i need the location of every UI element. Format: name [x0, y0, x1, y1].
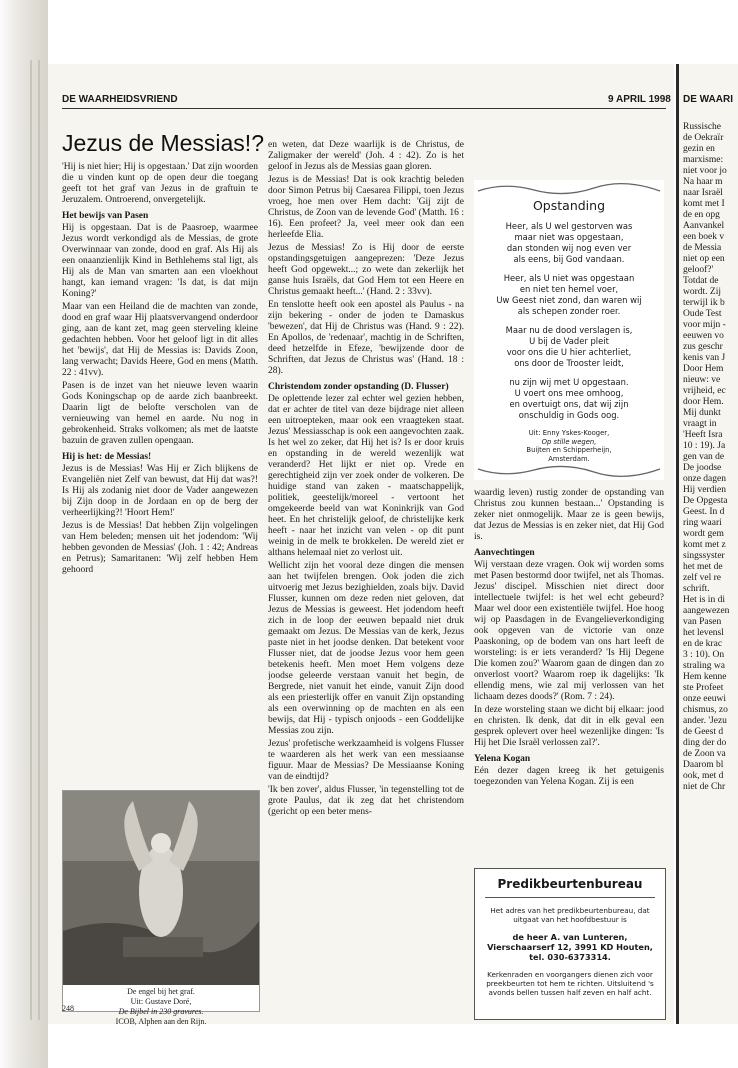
next-page-line: niet op een	[683, 254, 725, 264]
next-page-line: gen van de	[683, 452, 725, 462]
next-page-line: komt met I	[683, 199, 725, 209]
subheading: Het bewijs van Pasen	[62, 211, 149, 221]
engraving-figure	[62, 790, 260, 1026]
subheading: Christendom zonder opstanding (D. Flusser)	[268, 382, 449, 392]
next-page-line: Totdat de	[683, 276, 719, 286]
next-page-line: aangewezen	[683, 606, 730, 616]
poem-source	[474, 429, 664, 463]
next-page-line: wordt. Zij	[683, 287, 721, 297]
paragraph: Hij is opgestaan. Dat is de Paasroep, waarmee Jezus wordt verkondigd als de Messias, de grote Overwinnaar van zonde, dood en graf. Als Hij als een onaanzienlijk Kind in Bethlehems stal ligt, als Hij als de Man van smarten aan een vloekhout hangt, kan iemand vragen: 'Is dat, is dat mijn Koning?'	[62, 223, 258, 299]
next-page-line: ander. 'Jezu	[683, 716, 727, 726]
poem-box	[474, 180, 664, 480]
next-page-line: Na haar m	[683, 177, 723, 187]
next-page-line: onze dagen	[683, 474, 726, 484]
next-page-line: het met de	[683, 562, 723, 572]
vine-ornament-top	[474, 182, 664, 196]
next-page-line: een boek v	[683, 232, 725, 242]
poem-stanza	[478, 377, 660, 421]
publication-name: DE WAARHEIDSVRIEND	[62, 94, 178, 105]
caption-line: De Bijbel in 230 gravures.	[118, 1007, 204, 1016]
poem-line: als schepen zonder roer.	[517, 306, 621, 316]
poem-stanza	[478, 325, 660, 369]
box-title: Predikbeurtenbureau	[497, 877, 643, 891]
next-page-line: zelf vel re	[683, 573, 721, 583]
caption-line: Uit: Gustave Doré,	[130, 997, 192, 1006]
next-page-line: ste Profeet	[683, 683, 724, 693]
source-line: Uit: Enny Yskes-Kooger,	[528, 429, 610, 437]
next-page-line: Mij dunkt	[683, 408, 721, 418]
next-page-line: chismus, zo	[683, 705, 728, 715]
article-title: Jezus de Messias!?	[62, 130, 264, 156]
paragraph: en weten, dat Deze waarlijk is de Christus, de Zaligmaker der wereld' (Joh. 4 : 42). Zo is het geloof in Jezus als de Messias gaan gloren.	[268, 140, 464, 172]
next-page-column	[683, 122, 738, 793]
poem-line: maar niet was opgestaan,	[514, 232, 624, 242]
paragraph: Wellicht zijn het vooral deze dingen die mensen aan het twijfelen brengen. Ook joden die zich uitvoerig met Jezus bezighielden, zoals bijv. David Flusser, kunnen om deze reden niet geloven, dat Jezus de Messias is geweest. Het jodendom heeft zich in de loop der eeuwen bepaald niet druk gemaakt om Jezus. De Messias van de kerk, Jezus paste niet in het joodse denken. Dat betekent voor Flusser niet, dat de joodse Jezus voor hem geen betekenis heeft. Men moet Hem volgens deze joodse geleerde verstaan vanuit het begin, de Bergrede, niet vanuit het einde, vanuit Zijn dood als een priesterlijk offer en vanuit Zijn opstanding als een overwinning op de machten en als een bewijs, dat Hij - typisch onjoods - een Goddelijke Messias zou zijn.	[268, 561, 464, 736]
magazine-page	[48, 64, 674, 1024]
next-page-line: onze eeuwi	[683, 694, 726, 704]
next-page-line: voor mijn -	[683, 320, 726, 330]
header-rule	[62, 108, 666, 109]
figure-caption	[63, 987, 259, 1027]
paragraph: 'Ik ben zover', aldus Flusser, 'in tegenstelling tot de grote Paulus, dat ik zeg dat het christendom (gericht op een beter mens-	[268, 785, 464, 817]
next-page-line: Hij verdien	[683, 485, 727, 495]
next-page-line: zus geschr	[683, 342, 723, 352]
paragraph: En tenslotte heeft ook een apostel als Paulus - na zijn bekering - onder de joden te Damaskus 'bewezen', dat Hij de Christus was (Hand. 9 : 22). En Apollos, de 'redenaar', machtig in de Schriften, deed hetzelfde in Efeze, 'bewijzende door de Schriften, dat Jezus de Christus was' (Hand. 18 : 28).	[268, 300, 464, 376]
next-page-line: door Hem.	[683, 397, 724, 407]
next-page-line: komt met z	[683, 540, 726, 550]
next-page-line: straling wa	[683, 661, 725, 671]
next-page-line: ring waari	[683, 518, 722, 528]
address-line: Vierschaarserf 12, 3991 KD Houten,	[487, 942, 653, 952]
next-page-line: Door Hem	[683, 364, 724, 374]
column-2	[268, 140, 464, 1012]
next-page-line: het levensl	[683, 628, 724, 638]
poem-line: U bij de Vader pleit	[529, 336, 609, 346]
next-page-line: de Geest d	[683, 727, 724, 737]
issue-date: 9 APRIL 1998	[608, 94, 671, 105]
next-page-line: 'Heeft Isra	[683, 430, 723, 440]
paragraph: Jezus de Messias! Zo is Hij door de eerste opstandingsgetuigen aangeprezen: 'Deze Jezus heeft God opgewekt...; zo wete dan zekerlijk het ganse huis Israëls, dat God Hem tot een Heere en Christus gemaakt heeft...' (Hand. 2 : 33vv).	[268, 243, 464, 297]
caption-line: ICOB, Alphen aan den Rijn.	[115, 1017, 207, 1026]
next-page-line: Hem kenne	[683, 672, 727, 682]
next-page-line: De joodse	[683, 463, 722, 473]
poem-line: dan stonden wij nog even ver	[506, 243, 632, 253]
source-line: Op stille wegen,	[541, 437, 597, 446]
paragraph: Maar van een Heiland die de machten van zonde, dood en graf waar Hij plaatsvervangend onderdoor ging, aan de kant zet, mag geen sterveling kleine gedachten hebben. Voor het geloof ligt in dit alles het 'bewijs', dat Hij de Messias is: Davids Zoon, lang verwacht; Davids Heere, God en mens (Matth. 22 : 41vv).	[62, 302, 258, 378]
next-page-line: ook, met d	[683, 771, 724, 781]
caption-line: De engel bij het graf.	[127, 987, 195, 996]
subheading: Hij is het: de Messias!	[62, 452, 152, 462]
poem-line: ons door de Trooster leidt,	[514, 358, 624, 368]
source-line: Amsterdam.	[548, 454, 590, 463]
page-gutter	[0, 0, 48, 1068]
next-page-line: schrift.	[683, 584, 710, 594]
poem-stanza	[478, 221, 660, 265]
poem-line: en niet ten hemel voer,	[519, 284, 619, 294]
paragraph: Eén dezer dagen kreeg ik het getuigenis toegezonden van Yelena Kogan. Zij is een	[474, 766, 664, 787]
next-page-line: Geest. In d	[683, 507, 725, 517]
next-page-line: Daarom bl	[683, 760, 724, 770]
paragraph: Jezus is de Messias! Was Hij er Zich blijkens de Evangeliën niet Zelf van bewust, dat Hij dat was?! Is Hij als zodanig niet door de Vader aangewezen bij Zijn doop in de Jordaan en op de berg der verheerlijking?! 'Hoort Hem!'	[62, 464, 258, 518]
poem-line: Uw Geest niet zond, dan waren wij	[496, 295, 642, 305]
next-page-line: ding der do	[683, 738, 727, 748]
paragraph: waardig leven) rustig zonder de opstanding van Christus zou kunnen bestaan...' Opstanding is zeker niet onmogelijk. Maar ze is geen bewijs, dat Jezus de Messias is en zeker niet, dat Hij God is.	[474, 488, 664, 542]
next-page-line: eeuwen vo	[683, 331, 724, 341]
poem-line: U voert ons mee omhoog,	[514, 388, 624, 398]
vine-ornament-bottom	[474, 464, 664, 478]
box-text: Het adres van het predikbeurtenbureau, dat uitgaat van het hoofdbestuur is	[490, 906, 650, 924]
next-page-line: 3 : 10). On	[683, 650, 725, 660]
next-page-publication: DE WAARI	[683, 94, 733, 105]
next-page-line: nieuw: ve	[683, 375, 721, 385]
intro-paragraph: 'Hij is niet hier; Hij is opgestaan.' Dat zijn woorden die u vinden kunt op de open deur die toegang geeft tot het graf van Jezus in de graftuin te Jeruzalem. Ontroerend, onvergetelijk.	[62, 162, 258, 205]
column-1	[62, 162, 258, 784]
poem-line: voor ons die U hier achterliet,	[506, 347, 632, 357]
next-page-line: Het is in di	[683, 595, 725, 605]
subheading: Aanvechtingen	[474, 548, 535, 558]
paragraph: De oplettende lezer zal echter wel gezien hebben, dat er achter de titel van deze bijdrage niet alleen een uitroepteken, maar ook een vraagteken staat. Jezus' Messiasschap is ook een aangevochten zaak. Is het wel zo zeker, dat Hij het is? Is er door kruis en opstanding in de wereld wezenlijk wat veranderd? Het lijkt er niet op. Vrede en gerechtigheid zijn ver zoek onder de volkeren. De huidige stand van zaken - maatschappelijk, politiek, geestelijk/moreel - vertoont het omgekeerde beeld van wat Koninkrijk van God heet. En het christelijk geloof, de christelijke kerk heeft - naar het inzicht van velen - op dit punt weinig in de melk te brokkelen. De wereld ziet er althans helemaal niet zo verlost uit.	[268, 394, 464, 558]
poem-stanza	[478, 273, 660, 317]
next-page-line: singssyster	[683, 551, 725, 561]
page-number: 248	[62, 1004, 74, 1013]
box-rule	[485, 897, 655, 898]
next-page-line: de Messia	[683, 243, 722, 253]
address-line: de heer A. van Lunteren,	[512, 932, 628, 942]
poem-line: Heer, als U niet was opgestaan	[503, 273, 635, 283]
next-page-line: naar Israël	[683, 188, 723, 198]
next-page-line: 10 : 19). Ja	[683, 441, 726, 451]
source-line: Buijten en Schipperheijn,	[526, 446, 612, 454]
next-page-line: Aanvankel	[683, 221, 725, 231]
poem-line: onschuldig in Gods oog.	[518, 410, 620, 420]
next-page-line: de Oekraïr	[683, 133, 724, 143]
poem-line: als eens, bij God vandaan.	[513, 254, 625, 264]
next-page-line: kenis van J	[683, 353, 726, 363]
poem-line: Heer, als U wel gestorven was	[505, 221, 633, 231]
paragraph: Wij verstaan deze vragen. Ook wij worden soms met Pasen bestormd door twijfel, net als Thomas. Jezus' discipel. Misschien niet direct door intellectuele twijfel: is het wel echt gebeurd? Maar wel door een existentiële twijfel. Hoe hoog wij op Paasdagen in de Evangelieverkondiging ook opgeven van de victorie van onze Paaskoning, op de bodem van ons hart leeft de worsteling: is er iets veranderd? 'Is Hij Degene Die komen zou?' Waarom gaan de dingen dan zo onverlost voort? Waarom roep ik dagelijks: 'Ik ellendig mens, wie zal mij verlossen van het lichaam dezes doods?' (Rom. 7 : 24).	[474, 560, 664, 702]
next-page-line: geloof?'	[683, 265, 714, 275]
box-text: Kerkenraden en voorgangers dienen zich voor preekbeurten tot hem te richten. Uitsluitend 's avonds bellen tussen half zeven en half acht.	[486, 970, 654, 997]
poem-line: Maar nu de dood verslagen is,	[505, 325, 633, 335]
next-page-edge	[676, 64, 738, 1024]
next-page-line: de Zoon va	[683, 749, 726, 759]
paragraph: In deze worsteling staan we dicht bij elkaar: jood en christen. Ik denk, dat dit in elk geval een gesprek oplevert over heel wezenlijke dingen: 'Is Hij het Die Israël verlossen zal?'.	[474, 705, 664, 748]
predikbeurtenbureau-box	[474, 868, 666, 1020]
next-page-line: niet de Chr	[683, 782, 726, 792]
next-page-line: De Opgesta	[683, 496, 728, 506]
next-page-line: van Pasen	[683, 617, 722, 627]
next-page-line: terwijl ik b	[683, 298, 725, 308]
paragraph: Jezus is de Messias! Dat hebben Zijn volgelingen van Hem beleden; mensen uit het jodendom: 'Wij hebben gevonden de Messias' (Joh. 1 : 42; Andreas en Petrus); Samaritanen: 'Wij zelf hebben Hem gehoord	[62, 521, 258, 575]
next-page-line: Oude Test	[683, 309, 722, 319]
paragraph: Pasen is de inzet van het nieuwe leven waarin Gods Koningschap op de aarde zich baanbreekt. Daarin ligt de belofte verscholen van de vernieuwing van hemel en aarde. Nu nog in gebrokenheid. Straks volkomen; als met de laatste bazuin de graven zullen opengaan.	[62, 381, 258, 446]
next-page-line: vraagt in	[683, 419, 717, 429]
next-page-line: Russische	[683, 122, 721, 132]
paragraph: Jezus' profetische werkzaamheid is volgens Flusser te waarderen als het werk van een messiaanse figuur. Maar de Messias? De Messiaanse Koning van de eindtijd?	[268, 739, 464, 782]
address-line: tel. 030-6373314.	[529, 952, 611, 962]
next-page-line: en de krac	[683, 639, 723, 649]
poem-line: nu zijn wij met U opgestaan.	[509, 377, 629, 387]
paragraph: Jezus is de Messias! Dat is ook krachtig beleden door Simon Petrus bij Caesarea Filippi, toen Jezus vroeg, hoe men over Hem dacht: 'Gij zijt de Christus, de Zoon van de levende God' (Matth. 16 : 16). Een profeet? Ja, veel meer ook dan een herleefde Elia.	[268, 175, 464, 240]
box-address	[475, 932, 665, 962]
next-page-line: niet voor jo	[683, 166, 727, 176]
poem-title: Opstanding	[532, 198, 606, 213]
subheading: Yelena Kogan	[474, 754, 531, 764]
next-page-line: vrijheid, ec	[683, 386, 726, 396]
next-page-line: marxisme:	[683, 155, 724, 165]
poem-line: en overtuigt ons, dat wij zijn	[509, 399, 629, 409]
angel-at-tomb-illustration	[63, 791, 259, 985]
next-page-line: de en opg	[683, 210, 720, 220]
next-page-line: wordt gem	[683, 529, 724, 539]
column-3	[474, 488, 664, 864]
next-page-line: gezin en	[683, 144, 715, 154]
